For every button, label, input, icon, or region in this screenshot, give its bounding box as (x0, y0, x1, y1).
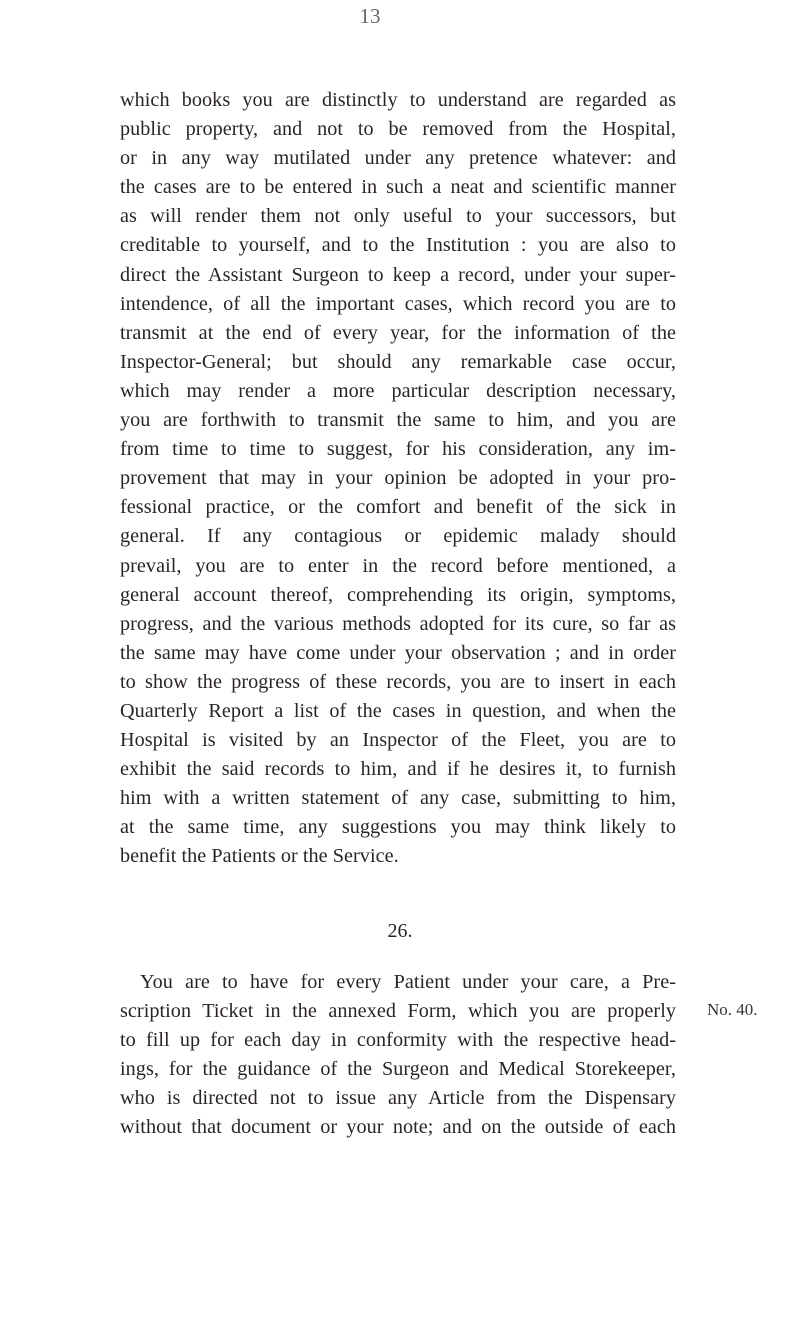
paragraph-1 (120, 86, 676, 872)
text-line: exhibit the said records to him, and if he desires it, to furnish (120, 758, 676, 781)
text-line: progress, and the various methods adopted for its cure, so far as (120, 612, 676, 635)
text-line: prevail, you are to enter in the record before mentioned, a (120, 554, 676, 577)
text-line: Inspector-General; but should any remarkable case occur, (120, 350, 676, 373)
text-line: who is directed not to issue any Article from the Dispensary (120, 1087, 676, 1110)
text-line: creditable to yourself, and to the Institution : you are also to (120, 234, 676, 257)
text-line: as will render them not only useful to your successors, but (120, 205, 676, 228)
text-line: or in any way mutilated under any pretence whatever: and (120, 147, 676, 170)
text-line: which books you are distinctly to understand are regarded as (120, 89, 676, 111)
text-line: You are to have for every Patient under your care, a Pre- (140, 971, 676, 993)
text-line: the same may have come under your observation ; and in order (120, 641, 676, 664)
text-line: transmit at the end of every year, for the information of the (120, 321, 676, 344)
text-line: ings, for the guidance of the Surgeon and Medical Storekeeper, (120, 1058, 676, 1081)
text-line: from time to time to suggest, for his consideration, any im- (120, 438, 676, 461)
text-line: to fill up for each day in conformity with the respective head- (120, 1029, 676, 1052)
text-line: you are forthwith to transmit the same to him, and you are (120, 409, 676, 432)
paragraph-2 (120, 968, 676, 1143)
text-line: scription Ticket in the annexed Form, which you are properly (120, 1000, 676, 1023)
margin-note: No. 40. (707, 1000, 758, 1019)
text-line: without that document or your note; and on the outside of each (120, 1116, 676, 1139)
text-line: Hospital is visited by an Inspector of the Fleet, you are to (120, 729, 676, 752)
text-line: direct the Assistant Surgeon to keep a record, under your super- (120, 263, 676, 286)
text-line: Quarterly Report a list of the cases in question, and when the (120, 699, 676, 722)
text-line: general account thereof, comprehending its origin, symptoms, (120, 583, 676, 606)
text-line: general. If any contagious or epidemic malady should (120, 525, 676, 548)
page-number: 13 (359, 4, 381, 28)
text-line: the cases are to be entered in such a neat and scientific manner (120, 176, 676, 199)
text-line: provement that may in your opinion be adopted in your pro- (120, 467, 676, 490)
text-line: fessional practice, or the comfort and benefit of the sick in (120, 496, 676, 519)
text-line: public property, and not to be removed from the Hospital, (120, 118, 676, 141)
text-line: intendence, of all the important cases, which record you are to (120, 292, 676, 315)
text-line: at the same time, any suggestions you may think likely to (120, 816, 676, 839)
text-line: him with a written statement of any case, submitting to him, (120, 787, 676, 810)
text-line: benefit the Patients or the Service. (120, 845, 399, 868)
section-number: 26. (387, 920, 413, 942)
text-line: to show the progress of these records, you are to insert in each (120, 670, 676, 693)
text-line: which may render a more particular description necessary, (120, 379, 676, 402)
